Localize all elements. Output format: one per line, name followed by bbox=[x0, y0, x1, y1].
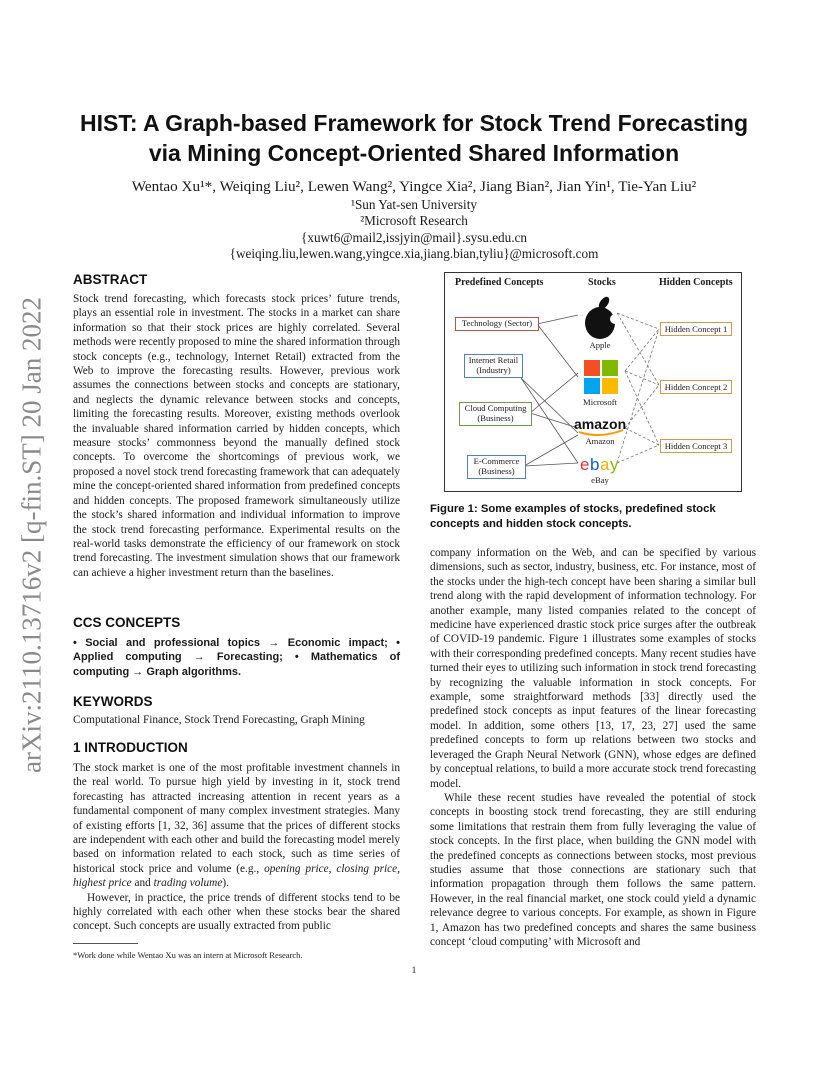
keywords-heading: KEYWORDS bbox=[73, 694, 153, 709]
concept-technology-sector: Technology (Sector) bbox=[455, 317, 539, 331]
stock-label-apple: Apple bbox=[589, 340, 611, 350]
intro-p1-text: The stock market is one of the most profitable investment channels in the real world. To pursue high yield by investing in it, stock trend forecasting has attracted increasing attention in recent years as a fundamental component of many complex investment strategies. Many of existing efforts [1, 32, 36] assume that the prices of different stocks are independent with each other and build the forecasting model merely based on information related to each stock, such as time series of historical stock price and volume (e.g., bbox=[73, 762, 400, 875]
figure-1 bbox=[444, 272, 742, 492]
introduction-paragraph-2: However, in practice, the price trends of different stocks tend to be highly correlated with each other when these stocks bear the shared concept. Such concepts are usually extracted from public bbox=[73, 891, 400, 933]
introduction-paragraph-1 bbox=[73, 761, 400, 934]
affiliation-2: ²Microsoft Research bbox=[360, 213, 468, 228]
ebay-letter-e: e bbox=[580, 455, 590, 474]
header-predefined-concepts: Predefined Concepts bbox=[455, 277, 544, 288]
affiliation-1: ¹Sun Yat-sen University bbox=[351, 197, 477, 212]
intro-p1-end: ). bbox=[222, 877, 229, 890]
intro-p1-term-volume: trading volume bbox=[153, 877, 223, 890]
intro-p1-term-closing: closing price bbox=[336, 862, 398, 875]
intro-p1-sep1: , bbox=[328, 862, 337, 875]
title-line-1: HIST: A Graph-based Framework for Stock Trend Forecasting bbox=[80, 110, 748, 136]
intro-p1-sep3: and bbox=[131, 877, 154, 890]
arxiv-id: arXiv:2110.13716v2 [q-fin.ST] 20 Jan 2022 bbox=[16, 297, 47, 773]
introduction-paragraph-4: While these recent studies have revealed the potential of stock concepts in boosting stock trend forecasting, they are still enduring some limitations that restrain them from fully leveraging the value of stock concepts. In the first place, when building the GNN model with the predefined concepts as connections between stocks, most previous studies assume that those connections are stationary such that information propagation through them follows the same pattern. However, in the real financial market, one stock could yield a dynamic relevance degree to various concepts. For example, as shown in Figure 1, Amazon has two predefined concepts and shares the same business concept ‘cloud computing’ with Microsoft and bbox=[430, 791, 756, 948]
ccs-text: • Social and professional topics → Economic impact; • Applied computing → Forecasting; • Mathematics of computing → Graph algorithms. bbox=[73, 637, 400, 678]
title-line-2: via Mining Concept-Oriented Shared Information bbox=[148, 140, 680, 166]
page-number: 1 bbox=[411, 966, 417, 976]
paper-title bbox=[40, 108, 788, 168]
header-stocks: Stocks bbox=[588, 277, 616, 288]
abstract-text: Stock trend forecasting, which forecasts stock prices’ future trends, plays an essential role in investment. The stocks in a market can share information so that their stock prices are highly correlated. Several methods were recently proposed to mine the shared information through stock concepts (e.g., technology, Internet Retail) extracted from the Web to improve the forecasting results. However, previous work assumes the connections between stocks and concepts are stationary, and neglects the dynamic relevance between stocks and concepts, limiting the forecasting results. Moreover, existing methods overlook the invaluable shared information carried by hidden concepts, which measure stocks’ commonness beyond the manually defined stock concepts. To overcome the shortcomings of previous work, we proposed a novel stock trend forecasting framework that can adequately mine the concept-oriented shared information from predefined concepts and hidden concepts. The proposed framework simultaneously utilize the stock’s shared information and individual information to improve the stock trend forecasting performance. Experimental results on the real-world tasks demonstrate the efficiency of our framework on stock trend forecasting. The investment simulation shows that our framework can achieve a higher investment return than the baselines. bbox=[73, 293, 400, 579]
arxiv-sidebar bbox=[14, 285, 50, 785]
figure-caption: Figure 1: Some examples of stocks, predefined stock concepts and hidden stock concepts. bbox=[430, 503, 716, 530]
apple-logo-icon bbox=[585, 295, 620, 339]
keywords-text: Computational Finance, Stock Trend Forecasting, Graph Mining bbox=[73, 714, 365, 726]
email-line-2: {weiqing.liu,lewen.wang,yingce.xia,jiang.bian,tyliu}@microsoft.com bbox=[229, 246, 599, 261]
hidden-concept-1: Hidden Concept 1 bbox=[660, 322, 732, 336]
ccs-heading: CCS CONCEPTS bbox=[73, 615, 181, 630]
email-line-1: {xuwt6@mail2,issjyin@mail}.sysu.edu.cn bbox=[301, 230, 527, 245]
ebay-letter-b: b bbox=[590, 455, 600, 474]
concept-cloud-computing: Cloud Computing (Business) bbox=[459, 402, 532, 426]
footnote: *Work done while Wentao Xu was an intern at Microsoft Research. bbox=[73, 950, 303, 960]
amazon-logo-text: amazon bbox=[574, 416, 627, 432]
ebay-logo-icon bbox=[580, 455, 619, 474]
introduction-right-column bbox=[430, 546, 756, 949]
stock-label-microsoft: Microsoft bbox=[583, 397, 617, 407]
stock-label-ebay: eBay bbox=[591, 475, 609, 485]
ebay-letter-a: a bbox=[600, 455, 610, 474]
header-hidden-concepts: Hidden Concepts bbox=[659, 277, 733, 288]
microsoft-logo-icon bbox=[584, 360, 618, 394]
hidden-concept-2: Hidden Concept 2 bbox=[660, 380, 732, 394]
concept-internet-retail: Internet Retail (Industry) bbox=[464, 354, 523, 378]
intro-p1-sep2: , bbox=[397, 862, 401, 875]
introduction-heading: 1 INTRODUCTION bbox=[73, 740, 188, 755]
concept-e-commerce: E-Commerce (Business) bbox=[467, 455, 526, 479]
intro-p1-term-highest: highest price bbox=[73, 877, 132, 890]
intro-p1-term-opening: opening price bbox=[264, 862, 329, 875]
hidden-concept-3: Hidden Concept 3 bbox=[660, 439, 732, 453]
author-list: Wentao Xu¹*, Weiqing Liu², Lewen Wang², Yingce Xia², Jiang Bian², Jian Yin¹, Tie-Yan Liu² bbox=[131, 178, 697, 195]
stock-label-amazon: Amazon bbox=[585, 436, 615, 446]
amazon-logo-icon bbox=[574, 416, 626, 435]
abstract-heading: ABSTRACT bbox=[73, 272, 148, 287]
ebay-letter-y: y bbox=[610, 455, 619, 474]
introduction-paragraph-3: company information on the Web, and can be specified by various dimensions, such as sector, industry, business, etc. For instance, most of the stocks under the high-tech concept have been sharing a similar bull trend along with the rapid development of information technology. For another example, many listed companies related to the concept of medicine have experienced drastic stock price surges after the outbreak of COVID-19 pandemic. Figure 1 illustrates some examples of stocks with their corresponding predefined concepts. Many recent studies have turned their eyes to utilizing such information in stock trend forecasting by recognizing the valuable information in stock concepts. For example, some straightforward methods [33] directly used the predefined stock concepts as input features of the linear forecasting model. In addition, some others [13, 17, 23, 27] used the same predefined concepts to form up relations between two stocks and leveraged the Graph Neural Network (GNN), whose edges are defined by conceptual relations, to build a more accurate stock trend forecasting model. bbox=[430, 547, 756, 790]
footnote-rule bbox=[73, 943, 138, 944]
